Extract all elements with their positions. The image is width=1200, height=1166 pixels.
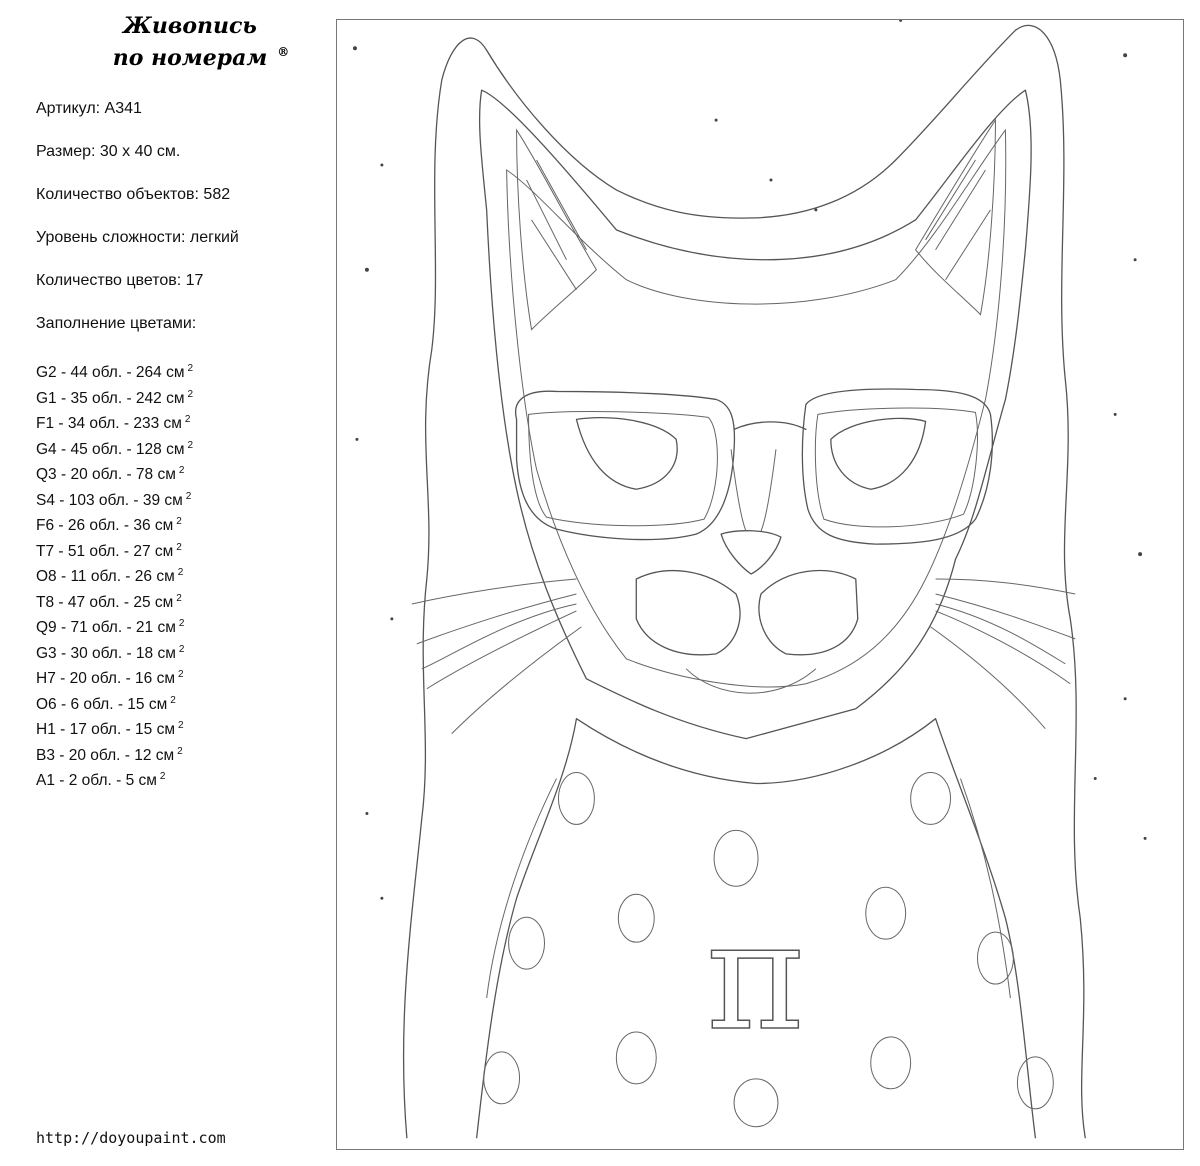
- cat-outline-drawing: [337, 20, 1183, 1149]
- cat-head-outline: [480, 90, 1032, 738]
- square-unit-exponent: 2: [185, 490, 192, 502]
- whiskers-right: [931, 579, 1076, 729]
- color-fill-text: G3 - 30 обл. - 18 см: [36, 644, 176, 662]
- fill-heading: Заполнение цветами:: [36, 315, 197, 332]
- square-unit-exponent: 2: [187, 363, 194, 374]
- square-unit-exponent: 2: [176, 541, 182, 553]
- color-fill-item: [36, 486, 193, 512]
- difficulty-level: Уровень сложности: легкий: [36, 229, 239, 246]
- right-eye: [831, 418, 926, 489]
- square-unit-exponent: 2: [178, 465, 185, 476]
- article-number: Артикул: A341: [36, 100, 142, 117]
- color-fill-text: F1 - 34 обл. - 233 см: [36, 415, 182, 432]
- color-fill-text: O6 - 6 обл. - 15 см: [36, 695, 168, 713]
- square-unit-exponent: 2: [178, 720, 184, 731]
- color-fill-text: Q9 - 71 обл. - 21 см: [36, 619, 176, 636]
- canvas-size: Размер: 30 х 40 см.: [36, 143, 181, 160]
- color-fill-item: [36, 664, 193, 690]
- brand-line-1: Живопись: [123, 13, 257, 39]
- square-unit-exponent: 2: [177, 745, 183, 757]
- square-unit-exponent: 2: [176, 592, 182, 604]
- whiskers-left: [412, 579, 582, 734]
- color-fill-text: G4 - 45 обл. - 128 см: [36, 440, 185, 458]
- square-unit-exponent: 2: [184, 414, 191, 425]
- color-fill-item: [36, 588, 193, 614]
- cat-muzzle: [636, 571, 857, 655]
- color-fill-text: H1 - 17 обл. - 15 см: [36, 721, 176, 738]
- color-fill-item: [36, 715, 193, 741]
- color-fill-item: [36, 511, 193, 537]
- color-fill-text: S4 - 103 обл. - 39 см: [36, 491, 183, 509]
- color-fill-text: T8 - 47 обл. - 25 см: [36, 593, 174, 611]
- color-fill-item: [36, 741, 193, 767]
- square-unit-exponent: 2: [187, 439, 194, 451]
- color-fill-text: O8 - 11 обл. - 26 см: [36, 568, 175, 585]
- object-count: Количество объектов: 582: [36, 186, 231, 203]
- color-fill-item: [36, 613, 193, 639]
- color-fill-text: T7 - 51 обл. - 27 см: [36, 542, 174, 560]
- square-unit-exponent: 2: [178, 643, 185, 655]
- product-info: [36, 98, 239, 356]
- color-fill-item: [36, 562, 193, 588]
- left-eye: [576, 418, 677, 490]
- cat-nose: [721, 531, 781, 574]
- color-fill-text: G1 - 35 обл. - 242 см: [36, 389, 185, 407]
- snow-dots: [353, 20, 1147, 900]
- square-unit-exponent: 2: [178, 618, 185, 629]
- square-unit-exponent: 2: [178, 669, 184, 680]
- color-fill-text: G2 - 44 обл. - 264 см: [36, 364, 185, 381]
- color-fill-text: H7 - 20 обл. - 16 см: [36, 670, 176, 687]
- color-fill-text: A1 - 2 обл. - 5 см: [36, 772, 157, 789]
- color-fill-item: [36, 409, 193, 435]
- registered-mark: ®: [277, 45, 290, 59]
- brand-line-2-text: по номерам: [112, 45, 268, 71]
- pi-symbol: π: [706, 889, 805, 1064]
- color-fill-item: [36, 690, 193, 716]
- color-fill-item: [36, 537, 193, 563]
- square-unit-exponent: 2: [177, 567, 184, 578]
- color-fill-item: [36, 435, 193, 461]
- color-fill-list: [36, 358, 193, 792]
- coloring-canvas: [336, 19, 1184, 1150]
- color-fill-text: B3 - 20 обл. - 12 см: [36, 746, 175, 764]
- glasses-bridge: [734, 422, 806, 429]
- color-fill-text: F6 - 26 обл. - 36 см: [36, 517, 174, 534]
- color-fill-item: [36, 358, 193, 384]
- color-fill-text: Q3 - 20 обл. - 78 см: [36, 466, 176, 483]
- website-url[interactable]: http://doyoupaint.com: [36, 1129, 226, 1147]
- color-fill-item: [36, 766, 193, 792]
- color-count: Количество цветов: 17: [36, 272, 204, 289]
- square-unit-exponent: 2: [187, 388, 194, 400]
- brand-line-2: [80, 42, 300, 74]
- brand-logo: [80, 10, 300, 74]
- color-fill-item: [36, 384, 193, 410]
- square-unit-exponent: 2: [170, 694, 176, 706]
- square-unit-exponent: 2: [159, 771, 166, 782]
- square-unit-exponent: 2: [176, 516, 182, 527]
- color-fill-item: [36, 460, 193, 486]
- color-fill-item: [36, 639, 193, 665]
